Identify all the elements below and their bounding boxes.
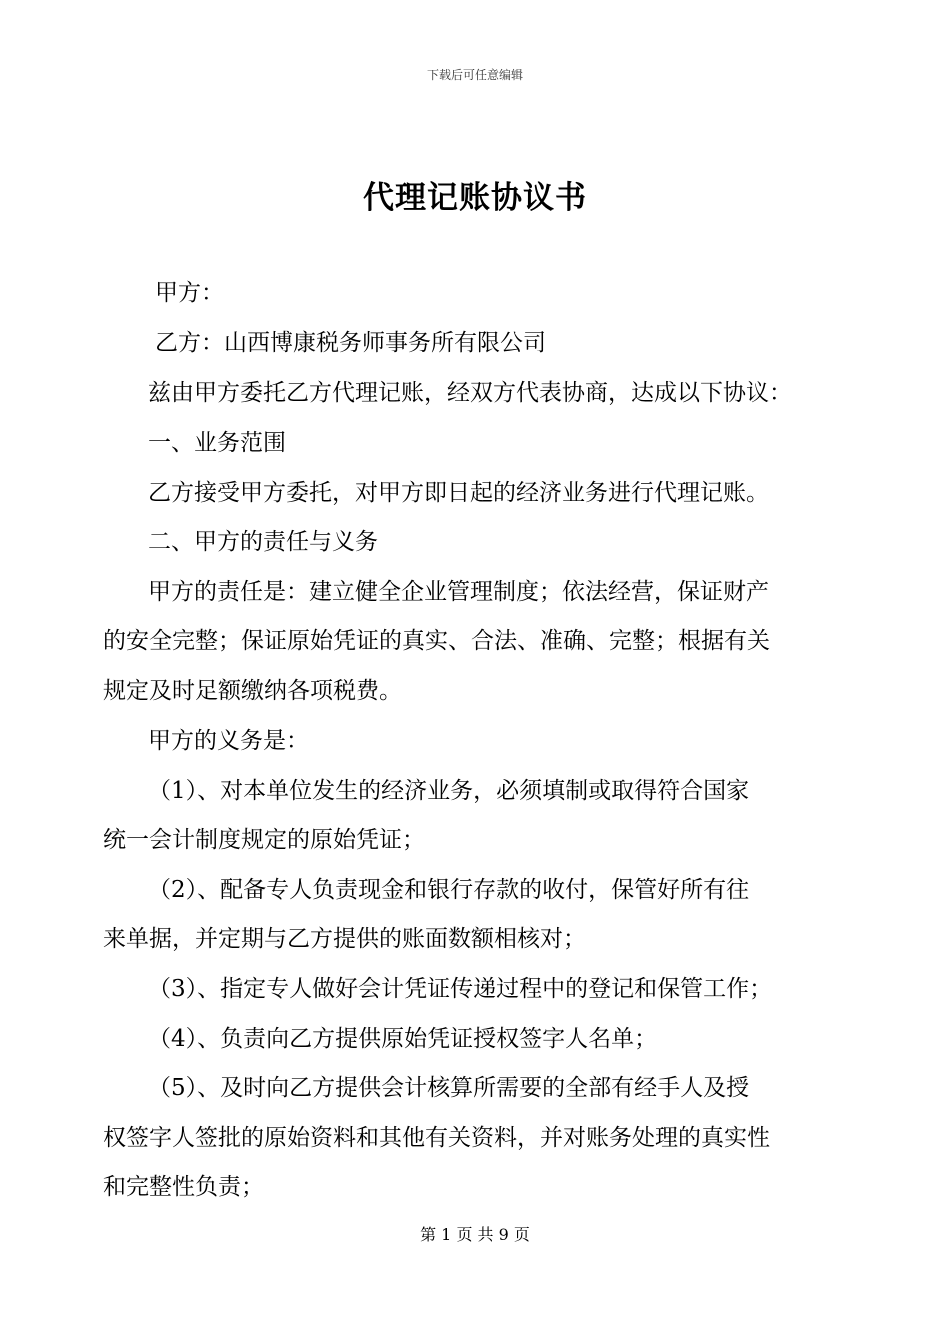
list-item-continuation: 权签字人签批的原始资料和其他有关资料，并对账务处理的真实性: [103, 1125, 770, 1151]
list-item: （3）、指定专人做好会计凭证传递过程中的登记和保管工作；: [148, 976, 773, 1002]
section-heading: 二、甲方的责任与义务: [148, 529, 378, 555]
party-a-line: 甲方：: [155, 280, 224, 306]
list-item-continuation: 和完整性负责；: [103, 1174, 264, 1200]
paragraph-line: 规定及时足额缴纳各项税费。: [103, 678, 402, 704]
paragraph-line: 兹由甲方委托乙方代理记账，经双方代表协商，达成以下协议：: [148, 380, 792, 406]
header-note: 下载后可任意编辑: [426, 68, 523, 82]
list-item: （5）、及时向乙方提供会计核算所需要的全部有经手人及授: [148, 1075, 750, 1101]
list-item: （2）、配备专人负责现金和银行存款的收付，保管好所有往: [148, 877, 750, 903]
section-heading: 一、业务范围: [148, 430, 286, 456]
paragraph-line: 的安全完整；保证原始凭证的真实、合法、准确、完整；根据有关: [103, 628, 770, 654]
page-footer: 第 1 页 共 9 页: [420, 1225, 530, 1244]
paragraph-line: 乙方接受甲方委托，对甲方即日起的经济业务进行代理记账。: [148, 480, 769, 506]
list-item: （1）、对本单位发生的经济业务，必须填制或取得符合国家: [148, 778, 750, 804]
paragraph-line: 甲方的责任是：建立健全企业管理制度；依法经营，保证财产: [148, 579, 769, 605]
list-item-continuation: 统一会计制度规定的原始凭证；: [103, 827, 425, 853]
document-title: 代理记账协议书: [363, 180, 587, 216]
party-b-line: 乙方：山西博康税务师事务所有限公司: [155, 330, 546, 356]
list-item-continuation: 来单据，并定期与乙方提供的账面数额相核对；: [103, 926, 586, 952]
paragraph-line: 甲方的义务是：: [148, 728, 309, 754]
list-item: （4）、负责向乙方提供原始凭证授权签字人名单；: [148, 1026, 658, 1052]
